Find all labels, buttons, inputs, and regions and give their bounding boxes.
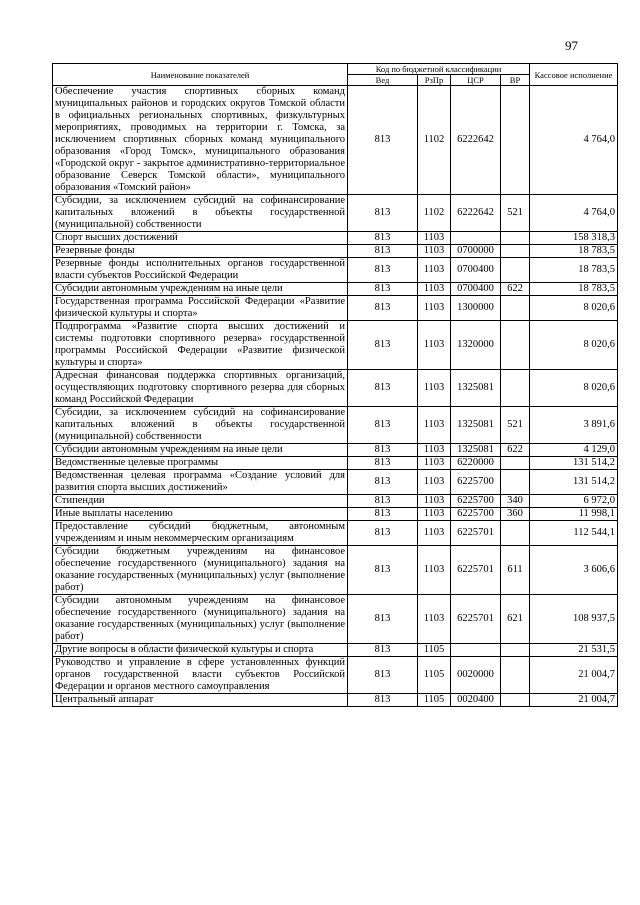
table-row — [53, 444, 618, 457]
header-code-group: Код по бюджетной классификации — [348, 64, 530, 75]
row-csr: 6222642 — [451, 195, 501, 232]
header-kassa: Кассовое исполнение — [530, 64, 618, 86]
row-ved: 813 — [348, 495, 418, 508]
row-rzpr: 1103 — [418, 470, 451, 495]
row-name: Подпрограмма «Развитие спорта высших достижений и системы подготовки спортивного резерва» государственной программы Российской Федерации «Развитие физической культуры и спорта» — [53, 321, 348, 370]
table-row — [53, 283, 618, 296]
row-vr — [501, 245, 530, 258]
row-csr: 6220000 — [451, 457, 501, 470]
row-csr: 6222642 — [451, 86, 501, 195]
table-row — [53, 595, 618, 644]
row-vr — [501, 232, 530, 245]
row-csr: 6225700 — [451, 508, 501, 521]
row-amount: 6 972,0 — [530, 495, 618, 508]
row-rzpr: 1103 — [418, 407, 451, 444]
row-amount: 4 764,0 — [530, 86, 618, 195]
row-rzpr: 1102 — [418, 195, 451, 232]
row-name: Адресная финансовая поддержка спортивных организаций, осуществляющих подготовку спортивного резерва для сборных команд Российской Федерации — [53, 370, 348, 407]
row-name: Субсидии автономным учреждениям на иные цели — [53, 283, 348, 296]
row-name: Иные выплаты населению — [53, 508, 348, 521]
row-ved: 813 — [348, 457, 418, 470]
row-csr: 1325081 — [451, 370, 501, 407]
row-name: Государственная программа Российской Федерации «Развитие физической культуры и спорта» — [53, 296, 348, 321]
row-vr — [501, 86, 530, 195]
row-csr: 6225701 — [451, 521, 501, 546]
row-csr: 1300000 — [451, 296, 501, 321]
row-csr: 1325081 — [451, 407, 501, 444]
row-ved: 813 — [348, 444, 418, 457]
row-vr: 611 — [501, 546, 530, 595]
row-amount: 21 004,7 — [530, 694, 618, 707]
row-amount: 8 020,6 — [530, 321, 618, 370]
row-ved: 813 — [348, 283, 418, 296]
page-number: 97 — [565, 38, 578, 53]
table-row — [53, 232, 618, 245]
row-amount: 3 891,6 — [530, 407, 618, 444]
row-ved: 813 — [348, 508, 418, 521]
row-vr — [501, 521, 530, 546]
row-csr: 6225701 — [451, 546, 501, 595]
row-name: Руководство и управление в сфере установленных функций органов государственной власти субъектов Российской Федерации и органов местного самоуправления — [53, 657, 348, 694]
row-rzpr: 1103 — [418, 457, 451, 470]
row-ved: 813 — [348, 644, 418, 657]
table-row — [53, 457, 618, 470]
row-vr — [501, 644, 530, 657]
row-vr: 340 — [501, 495, 530, 508]
table-row — [53, 195, 618, 232]
table-row — [53, 657, 618, 694]
row-name: Субсидии бюджетным учреждениям на финансовое обеспечение государственного (муниципального) задания на оказание государственных (муниципальных) услуг (выполнение работ) — [53, 546, 348, 595]
row-amount: 112 544,1 — [530, 521, 618, 546]
row-name: Предоставление субсидий бюджетным, автономным учреждениям и иным некоммерческим организациям — [53, 521, 348, 546]
row-name: Ведомственные целевые программы — [53, 457, 348, 470]
row-rzpr: 1103 — [418, 245, 451, 258]
row-vr — [501, 694, 530, 707]
row-vr — [501, 470, 530, 495]
row-ved: 813 — [348, 86, 418, 195]
row-name: Другие вопросы в области физической культуры и спорта — [53, 644, 348, 657]
row-amount: 4 129,0 — [530, 444, 618, 457]
row-rzpr: 1103 — [418, 296, 451, 321]
row-vr: 360 — [501, 508, 530, 521]
row-name: Стипендии — [53, 495, 348, 508]
table-body — [53, 86, 618, 707]
row-ved: 813 — [348, 370, 418, 407]
budget-table — [52, 63, 618, 707]
row-amount: 4 764,0 — [530, 195, 618, 232]
table-row — [53, 370, 618, 407]
row-rzpr: 1103 — [418, 508, 451, 521]
table-row — [53, 296, 618, 321]
row-ved: 813 — [348, 657, 418, 694]
row-ved: 813 — [348, 470, 418, 495]
row-csr: 0020400 — [451, 694, 501, 707]
row-amount: 18 783,5 — [530, 258, 618, 283]
row-rzpr: 1105 — [418, 657, 451, 694]
row-ved: 813 — [348, 195, 418, 232]
header-indicator: Наименование показателей — [53, 64, 348, 86]
table-row — [53, 694, 618, 707]
row-csr: 1320000 — [451, 321, 501, 370]
table-row — [53, 470, 618, 495]
row-rzpr: 1103 — [418, 370, 451, 407]
table-row — [53, 644, 618, 657]
row-name: Ведомственная целевая программа «Создание условий для развития спорта высших достижений» — [53, 470, 348, 495]
row-rzpr: 1103 — [418, 258, 451, 283]
row-name: Субсидии автономным учреждениям на иные цели — [53, 444, 348, 457]
header-rzpr: РзПр — [418, 75, 451, 86]
row-rzpr: 1102 — [418, 86, 451, 195]
row-vr: 622 — [501, 444, 530, 457]
row-csr: 6225700 — [451, 495, 501, 508]
row-ved: 813 — [348, 245, 418, 258]
row-name: Резервные фонды исполнительных органов государственной власти субъектов Российской Федерации — [53, 258, 348, 283]
row-name: Центральный аппарат — [53, 694, 348, 707]
row-vr — [501, 457, 530, 470]
row-amount: 18 783,5 — [530, 283, 618, 296]
table-row — [53, 495, 618, 508]
row-vr — [501, 657, 530, 694]
row-vr: 521 — [501, 407, 530, 444]
row-csr: 6225700 — [451, 470, 501, 495]
row-name: Спорт высших достижений — [53, 232, 348, 245]
table-row — [53, 508, 618, 521]
row-vr — [501, 370, 530, 407]
table-row — [53, 521, 618, 546]
table-row — [53, 407, 618, 444]
row-csr: 0700000 — [451, 245, 501, 258]
row-name: Субсидии, за исключением субсидий на софинансирование капитальных вложений в объекты государственной (муниципальной) собственности — [53, 195, 348, 232]
header-vr: ВР — [501, 75, 530, 86]
row-name: Субсидии автономным учреждениям на финансовое обеспечение государственного (муниципального) задания на оказание государственных (муниципальных) услуг (выполнение работ) — [53, 595, 348, 644]
table-row — [53, 245, 618, 258]
row-amount: 158 318,3 — [530, 232, 618, 245]
row-amount: 21 531,5 — [530, 644, 618, 657]
row-csr: 0700400 — [451, 283, 501, 296]
row-ved: 813 — [348, 232, 418, 245]
row-csr: 6225701 — [451, 595, 501, 644]
row-rzpr: 1103 — [418, 546, 451, 595]
header-ved: Вед — [348, 75, 418, 86]
row-ved: 813 — [348, 296, 418, 321]
row-vr: 622 — [501, 283, 530, 296]
row-vr — [501, 321, 530, 370]
row-name: Обеспечение участия спортивных сборных команд муниципальных районов и городских округов Томской области в официальных региональных спортивных, физкультурных мероприятиях, проводимых на территории г. Томска, за исключением спортивных сборных команд муниципального образования «Город Томск», муниципального образования «Городской округ - закрытое административно-территориальное образование Северск Томской области», муниципального образования «Томский район» — [53, 86, 348, 195]
row-vr: 621 — [501, 595, 530, 644]
row-csr — [451, 232, 501, 245]
row-csr — [451, 644, 501, 657]
header-csr: ЦСР — [451, 75, 501, 86]
row-ved: 813 — [348, 258, 418, 283]
row-vr: 521 — [501, 195, 530, 232]
row-amount: 131 514,2 — [530, 470, 618, 495]
row-rzpr: 1103 — [418, 495, 451, 508]
row-rzpr: 1103 — [418, 444, 451, 457]
row-amount: 21 004,7 — [530, 657, 618, 694]
row-amount: 11 998,1 — [530, 508, 618, 521]
row-ved: 813 — [348, 321, 418, 370]
row-ved: 813 — [348, 595, 418, 644]
row-rzpr: 1103 — [418, 521, 451, 546]
row-vr — [501, 296, 530, 321]
row-amount: 18 783,5 — [530, 245, 618, 258]
row-rzpr: 1103 — [418, 321, 451, 370]
row-ved: 813 — [348, 521, 418, 546]
row-amount: 8 020,6 — [530, 370, 618, 407]
row-amount: 3 606,6 — [530, 546, 618, 595]
row-ved: 813 — [348, 694, 418, 707]
table-row — [53, 546, 618, 595]
row-rzpr: 1105 — [418, 694, 451, 707]
row-rzpr: 1103 — [418, 283, 451, 296]
row-name: Субсидии, за исключением субсидий на софинансирование капитальных вложений в объекты государственной (муниципальной) собственности — [53, 407, 348, 444]
table-row — [53, 321, 618, 370]
row-csr: 0700400 — [451, 258, 501, 283]
row-csr: 1325081 — [451, 444, 501, 457]
row-rzpr: 1103 — [418, 232, 451, 245]
table-row — [53, 86, 618, 195]
row-csr: 0020000 — [451, 657, 501, 694]
row-amount: 8 020,6 — [530, 296, 618, 321]
row-ved: 813 — [348, 407, 418, 444]
row-amount: 108 937,5 — [530, 595, 618, 644]
row-ved: 813 — [348, 546, 418, 595]
row-vr — [501, 258, 530, 283]
row-rzpr: 1105 — [418, 644, 451, 657]
row-amount: 131 514,2 — [530, 457, 618, 470]
table-row — [53, 258, 618, 283]
row-name: Резервные фонды — [53, 245, 348, 258]
row-rzpr: 1103 — [418, 595, 451, 644]
